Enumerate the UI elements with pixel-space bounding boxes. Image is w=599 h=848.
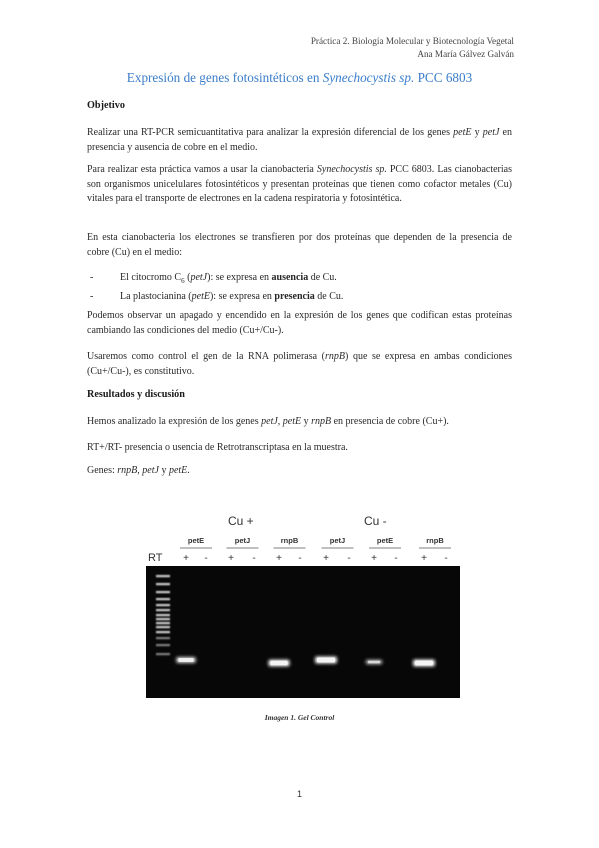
rt-sign-0: + — [183, 553, 189, 564]
text-run: Hemos analizado la expresión de los genes — [87, 416, 262, 427]
ladder-band — [156, 644, 170, 646]
document-title — [0, 70, 599, 86]
gel-figure — [146, 503, 466, 703]
ladder-band — [156, 622, 170, 624]
gel-band-core-10 — [415, 661, 433, 666]
text-run: y — [158, 465, 169, 476]
rt-sign-1: - — [204, 553, 208, 564]
title-organism: Synechocystis sp. — [322, 70, 415, 85]
objetivo-paragraph-4: Podemos observar un apagado y encendido en la expresión de los genes que codifican estas proteínas cambiando las condiciones del medio (Cu+/Cu-). — [87, 310, 512, 336]
text-run: . — [187, 465, 190, 476]
list-dash: - — [90, 291, 94, 302]
text-run: en presencia de cobre (Cu+). — [331, 416, 449, 427]
gene-name: petE — [191, 291, 210, 302]
gene-label-0: petE — [187, 536, 205, 545]
rt-sign-6: + — [323, 553, 329, 564]
text-run: en presencia y ausencia de cobre en el medio. — [87, 127, 512, 153]
text-run: Para realizar esta práctica vamos a usar la cianobacteria — [87, 164, 317, 175]
resultados-paragraph-1 — [87, 415, 512, 430]
text-run: Usaremos como control el gen de la RNA polimerasa ( — [87, 351, 326, 362]
ladder-band — [156, 618, 170, 620]
gene-name: petJ — [142, 465, 159, 476]
text-run: PCC 6803. Las cianobacterias son organismos unicelulares fotosintéticos y presentan proteínas que tienen como cofactor metales (Cu) vitales para el transporte de electrones en la cadena respiratoria y fotosintética. — [87, 164, 512, 205]
emphasis: ausencia — [271, 272, 309, 283]
text-run: , — [277, 416, 283, 427]
resultados-heading: Resultados y discusión — [87, 389, 185, 400]
text-run: y — [471, 127, 483, 138]
cu-minus-label: Cu - — [364, 514, 387, 528]
text-run: ( — [184, 272, 191, 283]
gel-background — [146, 566, 460, 698]
text-run: ): se expresa en — [207, 272, 272, 283]
sign-labels — [183, 553, 448, 564]
ladder-band — [156, 604, 170, 606]
gel-band-core-8 — [368, 661, 381, 664]
gel-band-core-4 — [270, 661, 287, 666]
gene-name: petJ — [261, 416, 278, 427]
header-course: Práctica 2. Biología Molecular y Biotecnología Vegetal — [310, 36, 514, 46]
gene-label-3: petJ — [329, 536, 346, 545]
ladder-band — [156, 598, 170, 600]
ladder-band — [156, 614, 170, 616]
ladder-band — [156, 609, 170, 611]
gene-name: petJ — [190, 272, 208, 283]
text-run: La plastocianina ( — [120, 291, 192, 302]
objetivo-paragraph-3: En esta cianobacteria los electrones se transfieren por dos proteínas que dependen de la presencia de cobre (Cu) en el medio: — [87, 232, 512, 258]
objetivo-paragraph-1 — [87, 126, 512, 155]
ladder-band — [156, 653, 170, 655]
objetivo-paragraph-5 — [87, 350, 512, 379]
rt-sign-2: + — [228, 553, 234, 564]
rt-label: RT — [148, 552, 163, 564]
header-author: Ana María Gálvez Galván — [417, 49, 514, 59]
gene-label-5: rnpB — [426, 536, 444, 545]
rt-sign-8: + — [371, 553, 377, 564]
ladder-band — [156, 626, 170, 628]
organism-name: Synechocystis sp. — [316, 164, 387, 175]
text-run: Genes: — [87, 465, 118, 476]
page-header — [311, 35, 514, 61]
gel-band-core-0 — [178, 658, 194, 662]
rt-sign-11: - — [444, 553, 448, 564]
text-run: de Cu. — [314, 291, 344, 302]
rt-sign-3: - — [252, 553, 256, 564]
rt-sign-9: - — [394, 553, 398, 564]
title-part2: PCC 6803 — [414, 70, 473, 85]
text-run: ) que se expresa en ambas condiciones (Cu+/Cu-), es constitutivo. — [87, 351, 513, 377]
rt-sign-7: - — [347, 553, 351, 564]
protein-list — [90, 270, 510, 304]
list-item — [90, 270, 510, 289]
objetivo-paragraph-2 — [87, 163, 512, 207]
objetivo-heading: Objetivo — [87, 100, 125, 111]
gene-label-1: petJ — [234, 536, 251, 545]
title-part1: Expresión de genes fotosintéticos en — [126, 70, 323, 85]
resultados-paragraph-2: RT+/RT- presencia o usencia de Retrotranscriptasa en la muestra. — [87, 442, 348, 453]
gene-name: petJ — [482, 127, 500, 138]
ladder-band — [156, 637, 170, 639]
cu-plus-label: Cu + — [228, 514, 254, 528]
gene-name: petE — [168, 465, 188, 476]
list-dash: - — [90, 272, 94, 283]
ladder-band — [156, 575, 170, 577]
text-run: El citocromo C — [120, 272, 182, 283]
gene-name: rnpB — [117, 465, 138, 476]
text-run: y — [301, 416, 312, 427]
emphasis: presencia — [274, 291, 315, 302]
rt-sign-10: + — [421, 553, 427, 564]
list-item — [90, 289, 510, 304]
rt-sign-5: - — [298, 553, 302, 564]
gene-name: petE — [282, 416, 302, 427]
gene-label-4: petE — [376, 536, 394, 545]
text-run: ): se expresa en — [209, 291, 275, 302]
ladder-band — [156, 583, 170, 585]
ladder-band — [156, 591, 170, 593]
text-run: , — [137, 465, 143, 476]
gel-band-core-6 — [317, 658, 335, 663]
subscript: 6 — [181, 277, 185, 285]
page-number: 1 — [296, 789, 302, 799]
gene-name: rnpB — [311, 416, 332, 427]
gene-label-2: rnpB — [280, 536, 299, 545]
text-run: Realizar una RT-PCR semicuantitativa para analizar la expresión diferencial de los genes — [87, 127, 454, 138]
ladder-band — [156, 631, 170, 633]
text-run: de Cu. — [308, 272, 337, 283]
gene-labels — [180, 536, 451, 548]
gene-name: petE — [453, 127, 472, 138]
resultados-paragraph-3 — [87, 464, 512, 479]
figure-caption: Imagen 1. Gel Control — [264, 713, 335, 722]
gene-name: rnpB — [325, 351, 346, 362]
rt-sign-4: + — [276, 553, 282, 564]
